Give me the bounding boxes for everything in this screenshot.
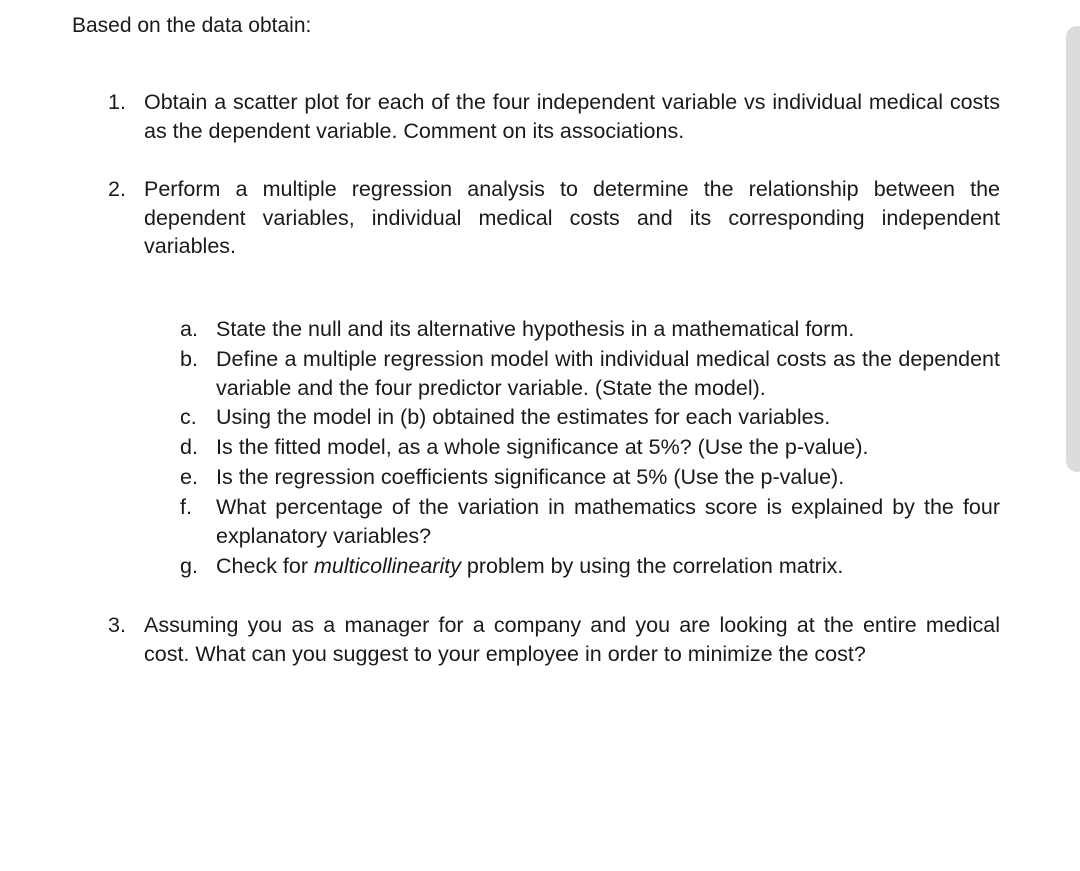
- subquestion-text-end: problem by using the correlation matrix.: [460, 554, 844, 578]
- document-heading: Based on the data obtain:: [72, 14, 312, 37]
- question-number: 2.: [108, 177, 126, 201]
- question-text: Perform a multiple regression analysis to determine the relationship between the dependent variables, individual medical costs and its corresponding independent variables.: [144, 177, 1000, 258]
- scrollbar[interactable]: [1066, 26, 1080, 472]
- subquestion-text: Is the fitted model, as a whole significance at 5%? (Use the p-value).: [216, 435, 869, 459]
- question-number: 3.: [108, 613, 126, 637]
- subquestion-a: [180, 315, 1000, 344]
- subquestion-text: Using the model in (b) obtained the estimates for each variables.: [216, 405, 831, 429]
- subquestion-e: [180, 463, 1000, 492]
- multicollinearity-term: multicollinearity: [313, 554, 461, 578]
- subquestion-letter: d.: [180, 435, 198, 459]
- subquestion-letter: c.: [180, 405, 197, 429]
- question-2: [108, 175, 1000, 261]
- subquestion-letter: g.: [180, 554, 198, 578]
- subquestion-d: [180, 433, 1000, 462]
- subquestion-text: What percentage of the variation in mathematics score is explained by the four explanatory variables?: [216, 495, 1000, 548]
- subquestion-letter: a.: [180, 317, 198, 341]
- subquestion-b: [180, 345, 1000, 402]
- subquestion-c: [180, 403, 1000, 432]
- subquestion-letter: f.: [180, 495, 192, 519]
- subquestion-letter: b.: [180, 347, 198, 371]
- subquestion-f: [180, 493, 1000, 550]
- subquestion-text: Is the regression coefficients significance at 5% (Use the p-value).: [216, 465, 845, 489]
- question-text: Obtain a scatter plot for each of the four independent variable vs individual medical costs as the dependent variable. Comment on its associations.: [144, 90, 1000, 143]
- subquestion-text: Define a multiple regression model with individual medical costs as the dependent variable and the four predictor variable. (State the model).: [216, 347, 1000, 400]
- subquestion-text-start: Check for: [216, 554, 314, 578]
- subquestion-g: [180, 552, 1000, 581]
- question-1: [108, 88, 1000, 145]
- subquestion-text: [216, 552, 1000, 581]
- subquestion-letter: e.: [180, 465, 198, 489]
- question-3: [108, 611, 1000, 668]
- question-number: 1.: [108, 90, 126, 114]
- question-text: Assuming you as a manager for a company and you are looking at the entire medical cost. What can you suggest to your employee in order to minimize the cost?: [144, 613, 1000, 666]
- subquestion-text: State the null and its alternative hypothesis in a mathematical form.: [216, 317, 855, 341]
